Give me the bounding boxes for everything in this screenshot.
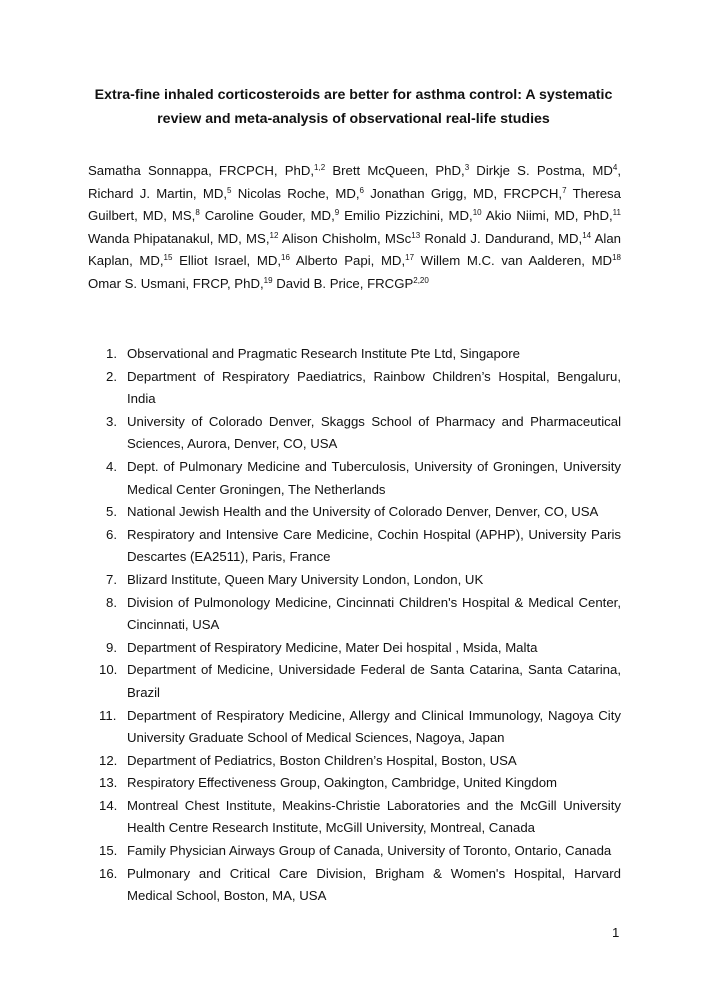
affiliation-item: 5. National Jewish Health and the University of Colorado Denver, Denver, CO, USA: [106, 504, 599, 520]
author: Alan Kaplan, MD,$^{15}$: [88, 230, 621, 269]
author-list: [88, 160, 621, 296]
affiliation-item: 2. Department of Respiratory Paediatrics, Rainbow Children’s Hospital, Bengaluru, India: [106, 368, 621, 407]
author: Nicolas Roche, MD,$^6$: [231, 185, 364, 201]
affiliation-item: 15. Family Physician Airways Group of Canada, University of Toronto, Ontario, Canada: [99, 843, 612, 859]
affiliation-item: 8. Division of Pulmonology Medicine, Cincinnati Children's Hospital & Medical Center, Cincinnati, USA: [106, 594, 621, 633]
affiliation-item: 16. Pulmonary and Critical Care Division, Brigham & Women's Hospital, Harvard Medical School, Boston, MA, USA: [99, 865, 621, 904]
author: Elliot Israel, MD,$^{16}$: [172, 253, 290, 269]
affiliation-item: 14. Montreal Chest Institute, Meakins-Christie Laboratories and the McGill University Health Centre Research Institute, McGill University, Montreal, Canada: [99, 797, 621, 836]
author: Theresa Guilbert, MD, MS,$^8$: [88, 185, 621, 224]
author: Brett McQueen, PhD,$^3$: [325, 163, 470, 178]
author: Alison Chisholm, MSc$^{13}$: [278, 230, 421, 246]
title-line-1: Extra-fine inhaled corticosteroids are better for asthma control: A systematic: [94, 87, 613, 103]
affiliation-item: 1. Observational and Pragmatic Research Institute Pte Ltd, Singapore: [106, 346, 520, 361]
affiliation-item: 9. Department of Respiratory Medicine, Mater Dei hospital , Msida, Malta: [106, 639, 538, 655]
author: Caroline Gouder, MD,$^9$: [199, 208, 340, 224]
author: Emilio Pizzichini, MD,$^{10}$: [339, 208, 482, 224]
affiliation-item: 10. Department of Medicine, Universidade Federal de Santa Catarina, Santa Catarina, Brazil: [99, 662, 621, 700]
affiliation-item: 4. Dept. of Pulmonary Medicine and Tuberculosis, University of Groningen, University Medical Center Groningen, The Netherlands: [106, 458, 621, 497]
affiliation-item: 11. Department of Respiratory Medicine, Allergy and Clinical Immunology, Nagoya City University Graduate School of Medical Sciences, Nagoya, Japan: [99, 707, 621, 746]
affiliation-item: 12. Department of Pediatrics, Boston Children’s Hospital, Boston, USA: [99, 752, 517, 768]
affiliation-item: 6. Respiratory and Intensive Care Medicine, Cochin Hospital (APHP), University Paris Descartes (EA2511), Paris, France: [106, 526, 621, 565]
author: Samatha Sonnappa, FRCPCH, PhD,$^{1,2}$: [88, 163, 326, 178]
affiliation-list: [88, 343, 621, 908]
title-line-2: review and meta-analysis of observational real-life studies: [157, 110, 550, 127]
author: Akio Niimi, MD, PhD,$^{11}$: [481, 208, 621, 224]
page-number: 1: [612, 925, 620, 940]
author: David B. Price, FRCGP$^{2,20}$: [272, 275, 429, 291]
author: Jonathan Grigg, MD, FRCPCH,$^7$: [364, 185, 567, 201]
author: Dirkje S. Postma, $MD^4$: [469, 163, 618, 178]
author: Wanda Phipatanakul, MD, MS,$^{12}$: [88, 230, 279, 246]
affiliation-item: 7. Blizard Institute, Queen Mary University London, London, UK: [106, 571, 484, 587]
author: Ronald J. Dandurand, MD,$^{14}$: [420, 230, 592, 246]
paper-title: [80, 84, 627, 131]
affiliation-item: 3. University of Colorado Denver, Skaggs School of Pharmacy and Pharmaceutical Sciences, Aurora, Denver, CO, USA: [106, 413, 621, 452]
affiliation-item: 13. Respiratory Effectiveness Group, Oakington, Cambridge, United Kingdom: [99, 775, 558, 791]
author: , Richard J. Martin, MD,$^5$: [88, 163, 621, 201]
author: Willem M.C. van Aalderen, MD$^{18}$: [414, 253, 621, 269]
author: Omar S. Usmani, FRCP, PhD,$^{19}$: [88, 275, 273, 291]
author: Alberto Papi, MD,$^{17}$: [289, 253, 415, 269]
